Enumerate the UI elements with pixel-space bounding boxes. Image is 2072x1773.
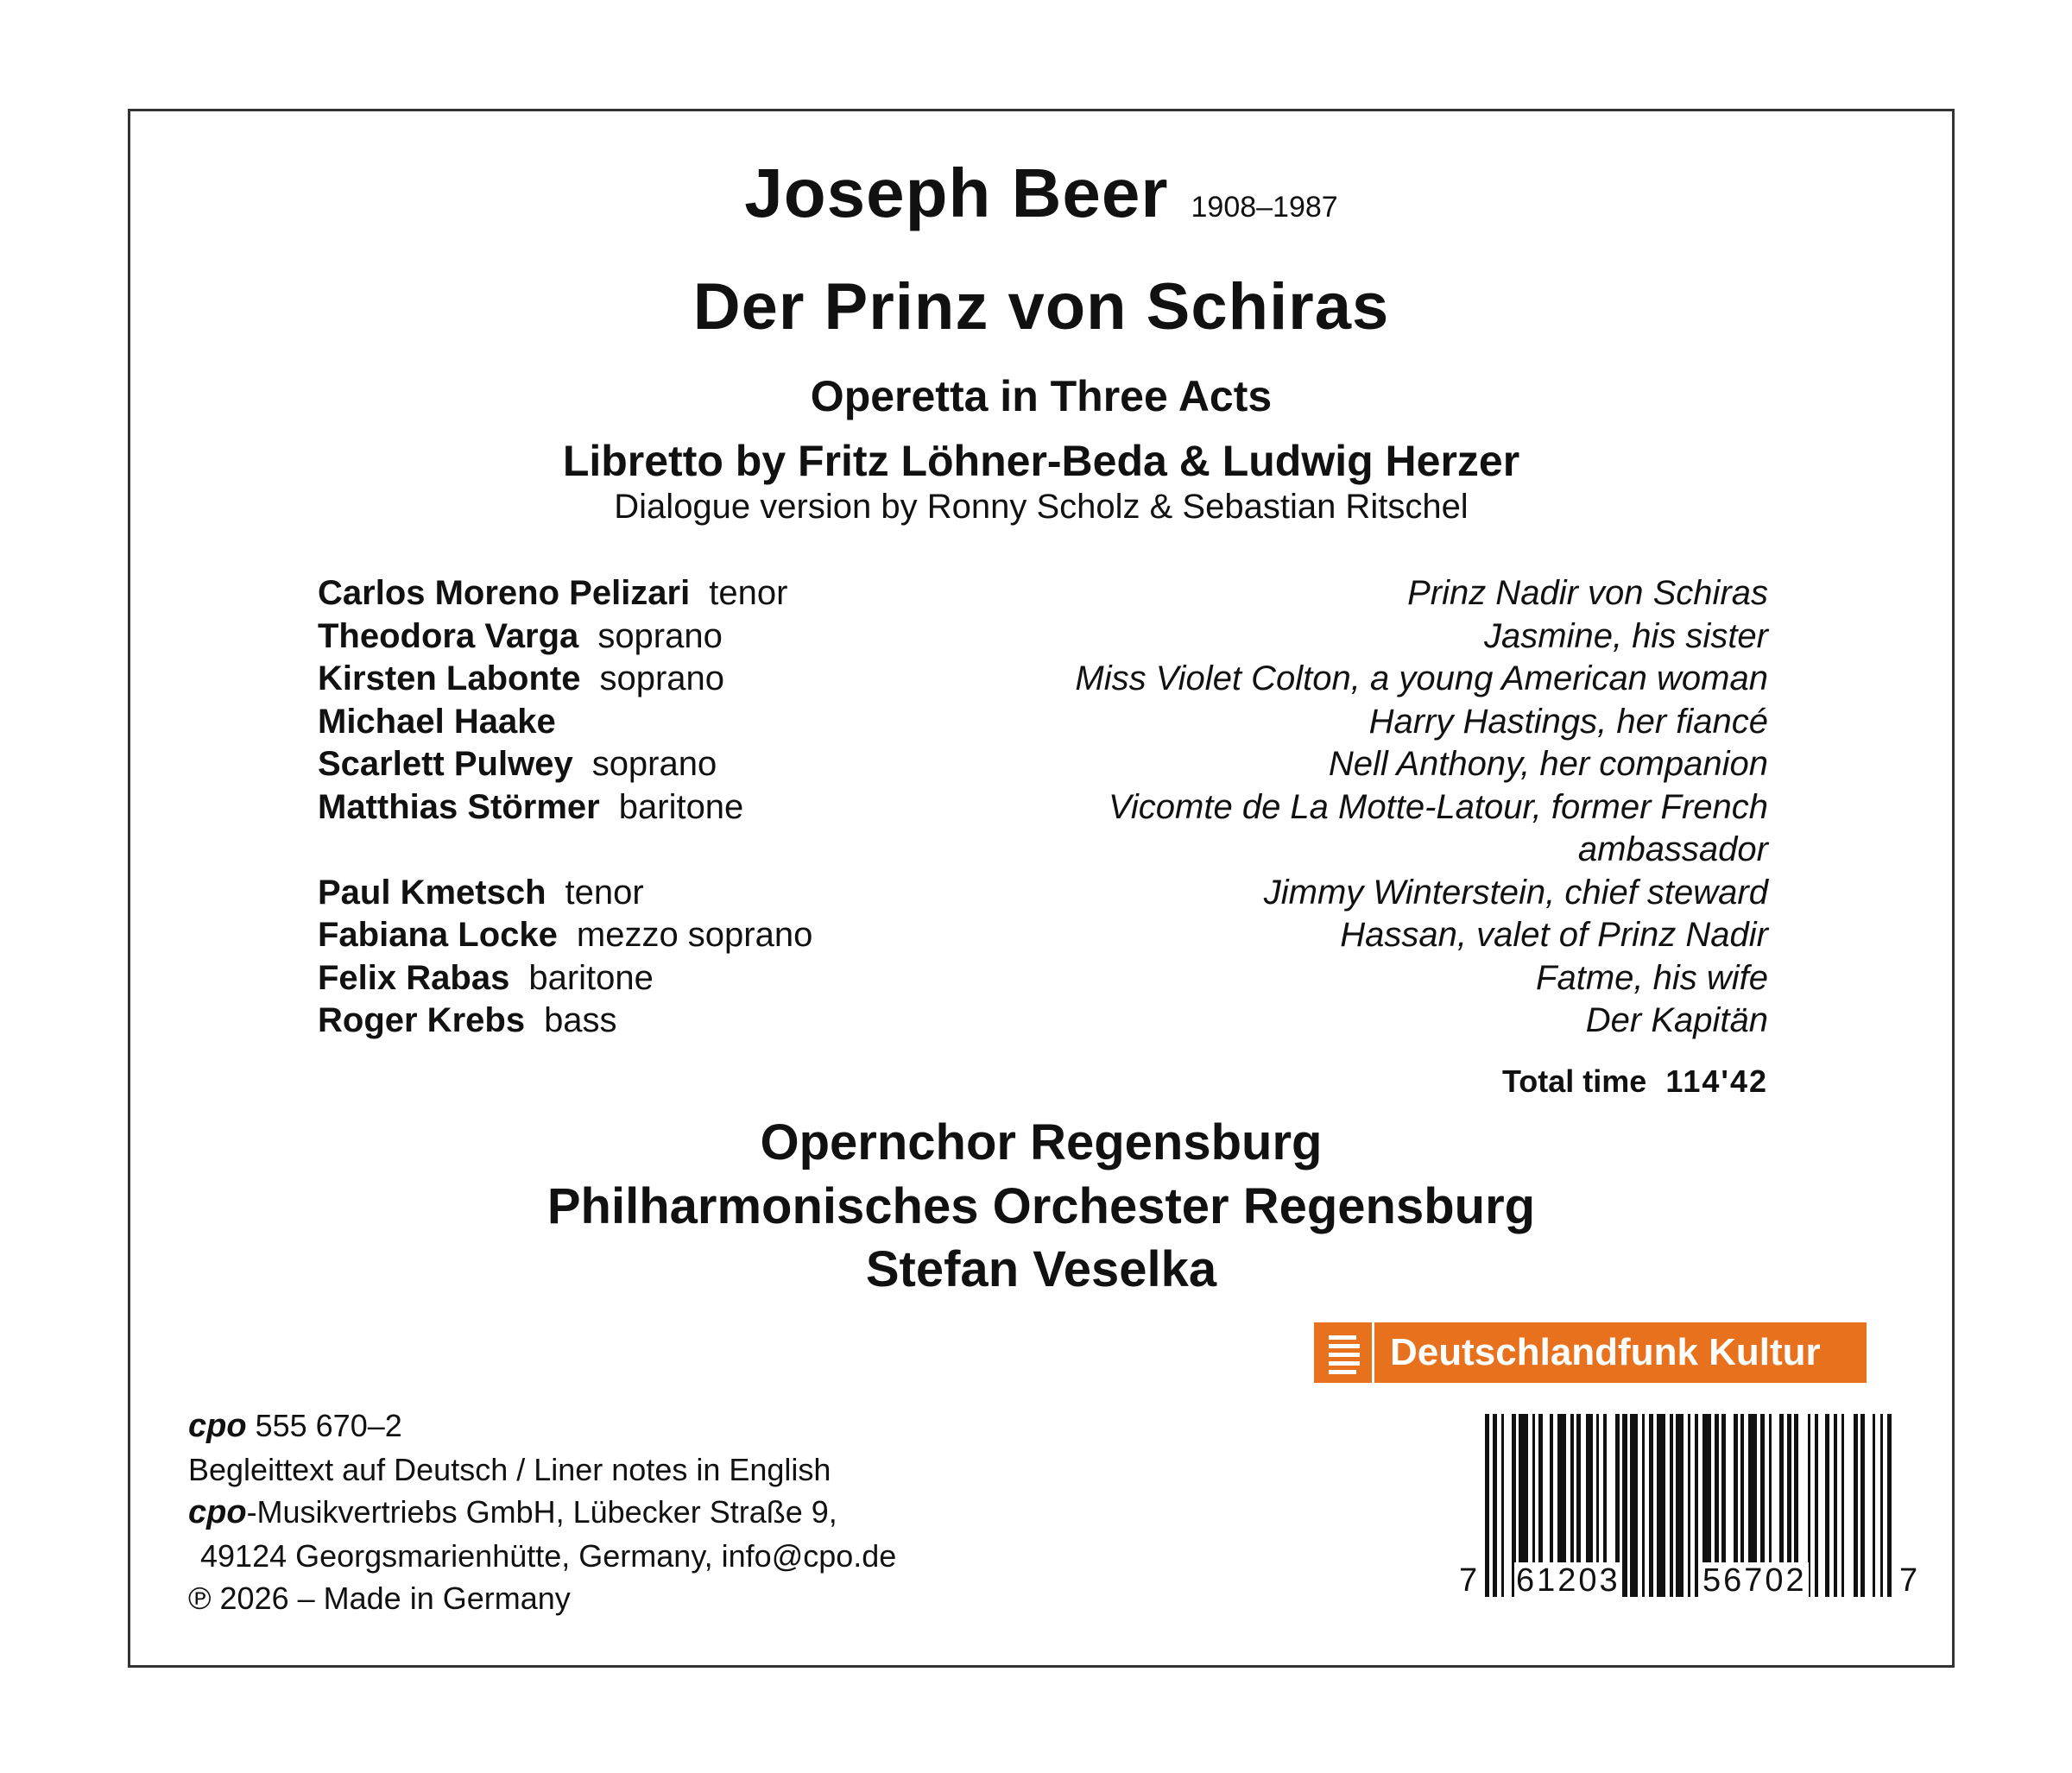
catalog-number: 555 670–2 <box>255 1408 402 1443</box>
role-name: Prinz Nadir von Schiras <box>1407 574 1768 612</box>
barcode-first-digit: 7 <box>1459 1562 1481 1599</box>
singer-name: Matthias Störmer <box>318 787 600 826</box>
role-name: Miss Violet Colton, a young American woman <box>1075 659 1768 697</box>
liner-notes-info: Begleittext auf Deutsch / Liner notes in English <box>188 1451 831 1487</box>
singer-name: Theodora Varga <box>318 616 579 655</box>
ensemble-chorus: Opernchor Regensburg <box>760 1114 1323 1170</box>
role-name: Jasmine, his sister <box>1484 616 1768 655</box>
cast-row <box>318 872 1768 915</box>
total-time-label: Total time <box>1501 1063 1647 1099</box>
total-time <box>1502 1063 1768 1100</box>
singer-name: Fabiana Locke <box>318 916 558 954</box>
ensemble-orchestra: Philharmonisches Orchester Regensburg <box>546 1178 1536 1234</box>
barcode <box>1457 1414 1924 1604</box>
cpo-logo: cpo <box>188 1494 247 1530</box>
role-name: Der Kapitän <box>1585 1001 1768 1039</box>
voice-type: tenor <box>565 873 644 912</box>
role-name: Harry Hastings, her fiancé <box>1368 702 1768 741</box>
singer-name: Scarlett Pulwey <box>318 745 573 783</box>
total-time-value: 114'42 <box>1665 1063 1768 1099</box>
cast-row <box>318 1000 1768 1043</box>
cpo-logo: cpo <box>188 1408 247 1444</box>
broadcaster-logo <box>1314 1322 1867 1383</box>
voice-type: baritone <box>528 958 654 997</box>
singer-name: Roger Krebs <box>318 1001 526 1039</box>
company-line: -Musikvertriebs GmbH, Lübecker Straße 9, <box>246 1494 837 1530</box>
role-name: Nell Anthony, her companion <box>1328 745 1768 783</box>
cast-row <box>318 914 1768 957</box>
company-address: 49124 Georgsmarienhütte, Germany, info@cpo.de <box>200 1537 897 1574</box>
cast-row <box>318 572 1768 615</box>
cast-row <box>318 786 1768 830</box>
cast-list <box>318 572 1768 1043</box>
work-title: Der Prinz von Schiras <box>692 270 1390 344</box>
voice-type: soprano <box>591 745 717 783</box>
singer-name: Michael Haake <box>318 702 556 741</box>
voice-type: mezzo soprano <box>576 916 813 954</box>
singer-name: Felix Rabas <box>318 958 510 997</box>
voice-type: tenor <box>709 574 788 612</box>
voice-type: soprano <box>597 616 723 655</box>
barcode-check-digit: 7 <box>1899 1562 1921 1599</box>
copyright-line: ℗ 2026 – Made in Germany <box>188 1581 571 1616</box>
cast-row <box>318 615 1768 659</box>
role-name: Hassan, valet of Prinz Nadir <box>1340 916 1768 954</box>
composer-name: Joseph Beer <box>744 155 1169 231</box>
singer-name: Paul Kmetsch <box>318 873 546 912</box>
role-name: Vicomte de La Motte-Latour, former French <box>1108 787 1768 826</box>
voice-type: baritone <box>618 787 744 826</box>
singer-name: Kirsten Labonte <box>318 659 581 697</box>
broadcaster-icon <box>1314 1322 1374 1383</box>
cast-row <box>318 957 1768 1000</box>
composer-dates: 1908–1987 <box>1191 191 1338 224</box>
barcode-group-1: 61203 <box>1516 1562 1620 1599</box>
label-info <box>188 1404 896 1620</box>
role-name: ambassador <box>1577 830 1768 868</box>
cast-row <box>318 701 1768 744</box>
voice-type: bass <box>544 1001 617 1039</box>
cast-row-continuation <box>318 829 1768 872</box>
singer-name: Carlos Moreno Pelizari <box>318 574 691 612</box>
role-name: Fatme, his wife <box>1536 958 1768 997</box>
work-subtitle: Operetta in Three Acts <box>810 372 1273 420</box>
role-name: Jimmy Winterstein, chief steward <box>1263 873 1768 912</box>
broadcaster-name: Deutschlandfunk Kultur <box>1390 1331 1821 1373</box>
cast-row <box>318 658 1768 701</box>
conductor-name: Stefan Veselka <box>865 1241 1217 1297</box>
composer-heading <box>128 154 1955 233</box>
libretto-credit: Libretto by Fritz Löhner-Beda & Ludwig Herzer <box>562 437 1520 485</box>
dialogue-credit: Dialogue version by Ronny Scholz & Sebastian Ritschel <box>614 488 1469 526</box>
voice-type: soprano <box>599 659 725 697</box>
barcode-group-2: 56702 <box>1702 1562 1807 1599</box>
cast-row <box>318 743 1768 786</box>
